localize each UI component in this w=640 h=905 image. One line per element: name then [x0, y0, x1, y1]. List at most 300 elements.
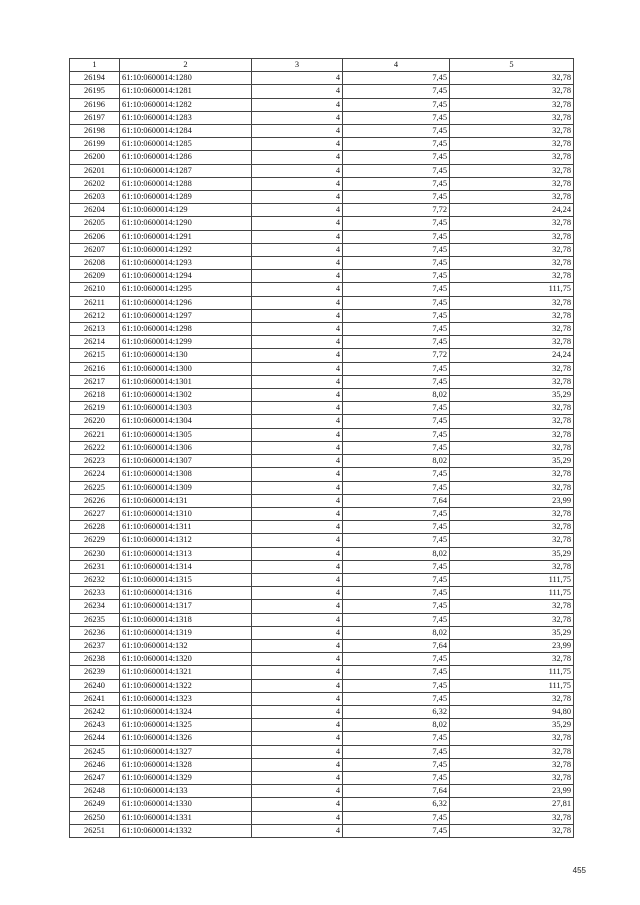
table-row — [70, 230, 574, 243]
col5-cell: 23,99 — [450, 785, 574, 798]
col5-cell: 32,78 — [450, 111, 574, 124]
cadastral-number-cell: 61:10:0600014:1287 — [120, 164, 252, 177]
cadastral-number-cell: 61:10:0600014:1281 — [120, 85, 252, 98]
table-body — [70, 59, 574, 838]
table-row — [70, 705, 574, 718]
col3-cell: 4 — [252, 98, 343, 111]
cadastral-number-cell: 61:10:0600014:1286 — [120, 151, 252, 164]
row-number-cell: 26216 — [70, 362, 120, 375]
col3-cell: 4 — [252, 798, 343, 811]
col5-cell: 32,78 — [450, 507, 574, 520]
table-row — [70, 177, 574, 190]
col5-cell: 35,29 — [450, 626, 574, 639]
header-cell-1: 1 — [70, 59, 120, 72]
col3-cell: 4 — [252, 771, 343, 784]
cadastral-number-cell: 61:10:0600014:1312 — [120, 534, 252, 547]
col4-cell: 7,45 — [343, 824, 450, 837]
row-number-cell: 26209 — [70, 270, 120, 283]
cadastral-number-cell: 61:10:0600014:1313 — [120, 547, 252, 560]
col5-cell: 111,75 — [450, 679, 574, 692]
col3-cell: 4 — [252, 455, 343, 468]
col5-cell: 32,78 — [450, 692, 574, 705]
col3-cell: 4 — [252, 375, 343, 388]
col4-cell: 7,45 — [343, 428, 450, 441]
cadastral-number-cell: 61:10:0600014:1316 — [120, 587, 252, 600]
col3-cell: 4 — [252, 494, 343, 507]
row-number-cell: 26230 — [70, 547, 120, 560]
row-number-cell: 26244 — [70, 732, 120, 745]
col3-cell: 4 — [252, 402, 343, 415]
col5-cell: 32,78 — [450, 600, 574, 613]
header-cell-4: 4 — [343, 59, 450, 72]
table-row — [70, 692, 574, 705]
col3-cell: 4 — [252, 177, 343, 190]
col5-cell: 32,78 — [450, 177, 574, 190]
row-number-cell: 26224 — [70, 468, 120, 481]
col5-cell: 32,78 — [450, 217, 574, 230]
cadastral-number-cell: 61:10:0600014:1332 — [120, 824, 252, 837]
col5-cell: 35,29 — [450, 455, 574, 468]
col3-cell: 4 — [252, 666, 343, 679]
row-number-cell: 26220 — [70, 415, 120, 428]
row-number-cell: 26196 — [70, 98, 120, 111]
col3-cell: 4 — [252, 758, 343, 771]
table-row — [70, 191, 574, 204]
row-number-cell: 26208 — [70, 257, 120, 270]
table-row — [70, 507, 574, 520]
col5-cell: 35,29 — [450, 719, 574, 732]
col5-cell: 111,75 — [450, 666, 574, 679]
col4-cell: 7,45 — [343, 362, 450, 375]
table-row — [70, 785, 574, 798]
row-number-cell: 26215 — [70, 349, 120, 362]
col5-cell: 32,78 — [450, 771, 574, 784]
col5-cell: 32,78 — [450, 441, 574, 454]
table-row — [70, 85, 574, 98]
cadastral-number-cell: 61:10:0600014:1310 — [120, 507, 252, 520]
col3-cell: 4 — [252, 389, 343, 402]
col3-cell: 4 — [252, 573, 343, 586]
col3-cell: 4 — [252, 85, 343, 98]
col5-cell: 32,78 — [450, 323, 574, 336]
cadastral-number-cell: 61:10:0600014:1308 — [120, 468, 252, 481]
col3-cell: 4 — [252, 151, 343, 164]
cadastral-number-cell: 61:10:0600014:1284 — [120, 125, 252, 138]
row-number-cell: 26221 — [70, 428, 120, 441]
col4-cell: 7,45 — [343, 613, 450, 626]
row-number-cell: 26227 — [70, 507, 120, 520]
table-row — [70, 547, 574, 560]
col5-cell: 32,78 — [450, 85, 574, 98]
cadastral-number-cell: 61:10:0600014:132 — [120, 639, 252, 652]
row-number-cell: 26240 — [70, 679, 120, 692]
row-number-cell: 26228 — [70, 521, 120, 534]
col4-cell: 7,45 — [343, 72, 450, 85]
col5-cell: 24,24 — [450, 204, 574, 217]
table-row — [70, 719, 574, 732]
cadastral-number-cell: 61:10:0600014:1306 — [120, 441, 252, 454]
col3-cell: 4 — [252, 811, 343, 824]
col5-cell: 32,78 — [450, 72, 574, 85]
col5-cell: 32,78 — [450, 164, 574, 177]
col4-cell: 7,45 — [343, 323, 450, 336]
table-row — [70, 587, 574, 600]
row-number-cell: 26194 — [70, 72, 120, 85]
col4-cell: 7,45 — [343, 230, 450, 243]
col3-cell: 4 — [252, 283, 343, 296]
table-row — [70, 111, 574, 124]
row-number-cell: 26248 — [70, 785, 120, 798]
col4-cell: 8,02 — [343, 547, 450, 560]
cadastral-number-cell: 61:10:0600014:1315 — [120, 573, 252, 586]
table-row — [70, 481, 574, 494]
cadastral-number-cell: 61:10:0600014:1326 — [120, 732, 252, 745]
table-row — [70, 375, 574, 388]
col5-cell: 32,78 — [450, 191, 574, 204]
cadastral-number-cell: 61:10:0600014:1309 — [120, 481, 252, 494]
cadastral-number-cell: 61:10:0600014:1280 — [120, 72, 252, 85]
col4-cell: 7,45 — [343, 507, 450, 520]
col4-cell: 6,32 — [343, 798, 450, 811]
col4-cell: 7,45 — [343, 336, 450, 349]
col3-cell: 4 — [252, 441, 343, 454]
row-number-cell: 26201 — [70, 164, 120, 177]
col5-cell: 32,78 — [450, 362, 574, 375]
table-row — [70, 639, 574, 652]
col4-cell: 7,45 — [343, 587, 450, 600]
table-row — [70, 428, 574, 441]
col5-cell: 35,29 — [450, 547, 574, 560]
col3-cell: 4 — [252, 481, 343, 494]
row-number-cell: 26219 — [70, 402, 120, 415]
row-number-cell: 26225 — [70, 481, 120, 494]
col4-cell: 7,64 — [343, 494, 450, 507]
table-row — [70, 151, 574, 164]
col3-cell: 4 — [252, 705, 343, 718]
cadastral-number-cell: 61:10:0600014:1297 — [120, 309, 252, 322]
cadastral-number-cell: 61:10:0600014:133 — [120, 785, 252, 798]
col4-cell: 8,02 — [343, 455, 450, 468]
row-number-cell: 26207 — [70, 243, 120, 256]
col4-cell: 8,02 — [343, 389, 450, 402]
col4-cell: 7,45 — [343, 138, 450, 151]
table-row — [70, 72, 574, 85]
cadastral-number-cell: 61:10:0600014:1304 — [120, 415, 252, 428]
table-row — [70, 138, 574, 151]
row-number-cell: 26210 — [70, 283, 120, 296]
col4-cell: 7,45 — [343, 217, 450, 230]
row-number-cell: 26211 — [70, 296, 120, 309]
row-number-cell: 26232 — [70, 573, 120, 586]
row-number-cell: 26202 — [70, 177, 120, 190]
row-number-cell: 26200 — [70, 151, 120, 164]
col4-cell: 7,45 — [343, 811, 450, 824]
table-row — [70, 521, 574, 534]
row-number-cell: 26199 — [70, 138, 120, 151]
cadastral-number-cell: 61:10:0600014:1285 — [120, 138, 252, 151]
row-number-cell: 26233 — [70, 587, 120, 600]
row-number-cell: 26214 — [70, 336, 120, 349]
col4-cell: 7,45 — [343, 296, 450, 309]
col3-cell: 4 — [252, 309, 343, 322]
row-number-cell: 26226 — [70, 494, 120, 507]
col4-cell: 7,45 — [343, 309, 450, 322]
cadastral-number-cell: 61:10:0600014:1321 — [120, 666, 252, 679]
table-row — [70, 534, 574, 547]
col5-cell: 32,78 — [450, 481, 574, 494]
col5-cell: 32,78 — [450, 534, 574, 547]
table-row — [70, 573, 574, 586]
row-number-cell: 26239 — [70, 666, 120, 679]
col3-cell: 4 — [252, 679, 343, 692]
col5-cell: 32,78 — [450, 428, 574, 441]
col3-cell: 4 — [252, 243, 343, 256]
table-row — [70, 389, 574, 402]
col4-cell: 7,45 — [343, 534, 450, 547]
col5-cell: 32,78 — [450, 402, 574, 415]
col4-cell: 7,45 — [343, 270, 450, 283]
col3-cell: 4 — [252, 217, 343, 230]
col3-cell: 4 — [252, 534, 343, 547]
col3-cell: 4 — [252, 323, 343, 336]
cadastral-number-cell: 61:10:0600014:1327 — [120, 745, 252, 758]
table-row — [70, 441, 574, 454]
col5-cell: 32,78 — [450, 296, 574, 309]
col5-cell: 32,78 — [450, 521, 574, 534]
col4-cell: 7,45 — [343, 600, 450, 613]
col4-cell: 7,45 — [343, 679, 450, 692]
col4-cell: 7,45 — [343, 164, 450, 177]
table-row — [70, 349, 574, 362]
cadastral-number-cell: 61:10:0600014:1320 — [120, 653, 252, 666]
row-number-cell: 26243 — [70, 719, 120, 732]
row-number-cell: 26237 — [70, 639, 120, 652]
col5-cell: 32,78 — [450, 824, 574, 837]
row-number-cell: 26206 — [70, 230, 120, 243]
table-row — [70, 679, 574, 692]
col5-cell: 24,24 — [450, 349, 574, 362]
cadastral-number-cell: 61:10:0600014:1319 — [120, 626, 252, 639]
col3-cell: 4 — [252, 204, 343, 217]
table-row — [70, 732, 574, 745]
col5-cell: 23,99 — [450, 494, 574, 507]
data-table — [69, 58, 574, 838]
table-row — [70, 653, 574, 666]
col3-cell: 4 — [252, 600, 343, 613]
col3-cell: 4 — [252, 164, 343, 177]
col3-cell: 4 — [252, 507, 343, 520]
cadastral-number-cell: 61:10:0600014:1328 — [120, 758, 252, 771]
table-row — [70, 283, 574, 296]
col5-cell: 32,78 — [450, 257, 574, 270]
table-row — [70, 309, 574, 322]
cadastral-number-cell: 61:10:0600014:1314 — [120, 560, 252, 573]
header-cell-2: 2 — [120, 59, 252, 72]
col4-cell: 7,45 — [343, 758, 450, 771]
col5-cell: 32,78 — [450, 811, 574, 824]
row-number-cell: 26231 — [70, 560, 120, 573]
table-row — [70, 494, 574, 507]
col4-cell: 7,45 — [343, 402, 450, 415]
col4-cell: 7,45 — [343, 415, 450, 428]
cadastral-number-cell: 61:10:0600014:1283 — [120, 111, 252, 124]
col3-cell: 4 — [252, 560, 343, 573]
table-row — [70, 824, 574, 837]
col4-cell: 7,64 — [343, 785, 450, 798]
table-row — [70, 296, 574, 309]
col3-cell: 4 — [252, 468, 343, 481]
col4-cell: 7,45 — [343, 441, 450, 454]
table-row — [70, 204, 574, 217]
table-row — [70, 402, 574, 415]
table-row — [70, 336, 574, 349]
col5-cell: 32,78 — [450, 613, 574, 626]
cadastral-number-cell: 61:10:0600014:131 — [120, 494, 252, 507]
col4-cell: 7,45 — [343, 521, 450, 534]
table-row — [70, 811, 574, 824]
col3-cell: 4 — [252, 111, 343, 124]
cadastral-number-cell: 61:10:0600014:1293 — [120, 257, 252, 270]
col4-cell: 7,45 — [343, 468, 450, 481]
col5-cell: 32,78 — [450, 375, 574, 388]
row-number-cell: 26242 — [70, 705, 120, 718]
cadastral-number-cell: 61:10:0600014:1289 — [120, 191, 252, 204]
cadastral-number-cell: 61:10:0600014:1323 — [120, 692, 252, 705]
row-number-cell: 26222 — [70, 441, 120, 454]
col3-cell: 4 — [252, 745, 343, 758]
col5-cell: 32,78 — [450, 336, 574, 349]
row-number-cell: 26238 — [70, 653, 120, 666]
cadastral-number-cell: 61:10:0600014:130 — [120, 349, 252, 362]
row-number-cell: 26205 — [70, 217, 120, 230]
table-row — [70, 257, 574, 270]
col3-cell: 4 — [252, 824, 343, 837]
cadastral-number-cell: 61:10:0600014:1331 — [120, 811, 252, 824]
col5-cell: 32,78 — [450, 468, 574, 481]
table-row — [70, 243, 574, 256]
header-cell-3: 3 — [252, 59, 343, 72]
col5-cell: 32,78 — [450, 653, 574, 666]
col5-cell: 32,78 — [450, 151, 574, 164]
col3-cell: 4 — [252, 719, 343, 732]
row-number-cell: 26223 — [70, 455, 120, 468]
cadastral-number-cell: 61:10:0600014:1302 — [120, 389, 252, 402]
cadastral-number-cell: 61:10:0600014:1291 — [120, 230, 252, 243]
row-number-cell: 26235 — [70, 613, 120, 626]
col4-cell: 7,45 — [343, 177, 450, 190]
col5-cell: 94,80 — [450, 705, 574, 718]
col3-cell: 4 — [252, 336, 343, 349]
col3-cell: 4 — [252, 639, 343, 652]
cadastral-number-cell: 61:10:0600014:1329 — [120, 771, 252, 784]
table-row — [70, 217, 574, 230]
col4-cell: 7,45 — [343, 732, 450, 745]
cadastral-number-cell: 61:10:0600014:1318 — [120, 613, 252, 626]
table-row — [70, 164, 574, 177]
col3-cell: 4 — [252, 257, 343, 270]
table-row — [70, 613, 574, 626]
page-number: 455 — [572, 866, 586, 875]
col4-cell: 7,45 — [343, 481, 450, 494]
cadastral-number-cell: 61:10:0600014:129 — [120, 204, 252, 217]
row-number-cell: 26234 — [70, 600, 120, 613]
col4-cell: 7,45 — [343, 98, 450, 111]
col5-cell: 32,78 — [450, 758, 574, 771]
col4-cell: 7,45 — [343, 560, 450, 573]
cadastral-number-cell: 61:10:0600014:1295 — [120, 283, 252, 296]
col4-cell: 7,45 — [343, 375, 450, 388]
col3-cell: 4 — [252, 587, 343, 600]
row-number-cell: 26241 — [70, 692, 120, 705]
col3-cell: 4 — [252, 547, 343, 560]
col4-cell: 7,64 — [343, 639, 450, 652]
col5-cell: 32,78 — [450, 98, 574, 111]
col4-cell: 7,45 — [343, 125, 450, 138]
col5-cell: 32,78 — [450, 745, 574, 758]
cadastral-number-cell: 61:10:0600014:1303 — [120, 402, 252, 415]
col5-cell: 32,78 — [450, 243, 574, 256]
table-row — [70, 362, 574, 375]
col4-cell: 7,45 — [343, 243, 450, 256]
col4-cell: 7,72 — [343, 204, 450, 217]
col4-cell: 7,72 — [343, 349, 450, 362]
col4-cell: 7,45 — [343, 283, 450, 296]
col4-cell: 7,45 — [343, 85, 450, 98]
col3-cell: 4 — [252, 125, 343, 138]
row-number-cell: 26212 — [70, 309, 120, 322]
col5-cell: 32,78 — [450, 138, 574, 151]
table-row — [70, 758, 574, 771]
row-number-cell: 26247 — [70, 771, 120, 784]
table-header-row — [70, 59, 574, 72]
col3-cell: 4 — [252, 613, 343, 626]
cadastral-number-cell: 61:10:0600014:1299 — [120, 336, 252, 349]
col5-cell: 32,78 — [450, 230, 574, 243]
row-number-cell: 26218 — [70, 389, 120, 402]
row-number-cell: 26203 — [70, 191, 120, 204]
col4-cell: 7,45 — [343, 653, 450, 666]
col3-cell: 4 — [252, 296, 343, 309]
row-number-cell: 26204 — [70, 204, 120, 217]
row-number-cell: 26197 — [70, 111, 120, 124]
table-row — [70, 98, 574, 111]
row-number-cell: 26217 — [70, 375, 120, 388]
table-row — [70, 771, 574, 784]
col3-cell: 4 — [252, 72, 343, 85]
col5-cell: 32,78 — [450, 270, 574, 283]
cadastral-number-cell: 61:10:0600014:1305 — [120, 428, 252, 441]
table-row — [70, 745, 574, 758]
table-row — [70, 560, 574, 573]
row-number-cell: 26251 — [70, 824, 120, 837]
cadastral-number-cell: 61:10:0600014:1301 — [120, 375, 252, 388]
table-row — [70, 270, 574, 283]
row-number-cell: 26245 — [70, 745, 120, 758]
cadastral-number-cell: 61:10:0600014:1290 — [120, 217, 252, 230]
row-number-cell: 26250 — [70, 811, 120, 824]
col4-cell: 7,45 — [343, 692, 450, 705]
table-row — [70, 468, 574, 481]
cadastral-number-cell: 61:10:0600014:1317 — [120, 600, 252, 613]
col5-cell: 32,78 — [450, 732, 574, 745]
col5-cell: 32,78 — [450, 560, 574, 573]
col3-cell: 4 — [252, 362, 343, 375]
row-number-cell: 26198 — [70, 125, 120, 138]
col3-cell: 4 — [252, 521, 343, 534]
col3-cell: 4 — [252, 653, 343, 666]
col3-cell: 4 — [252, 349, 343, 362]
col3-cell: 4 — [252, 191, 343, 204]
